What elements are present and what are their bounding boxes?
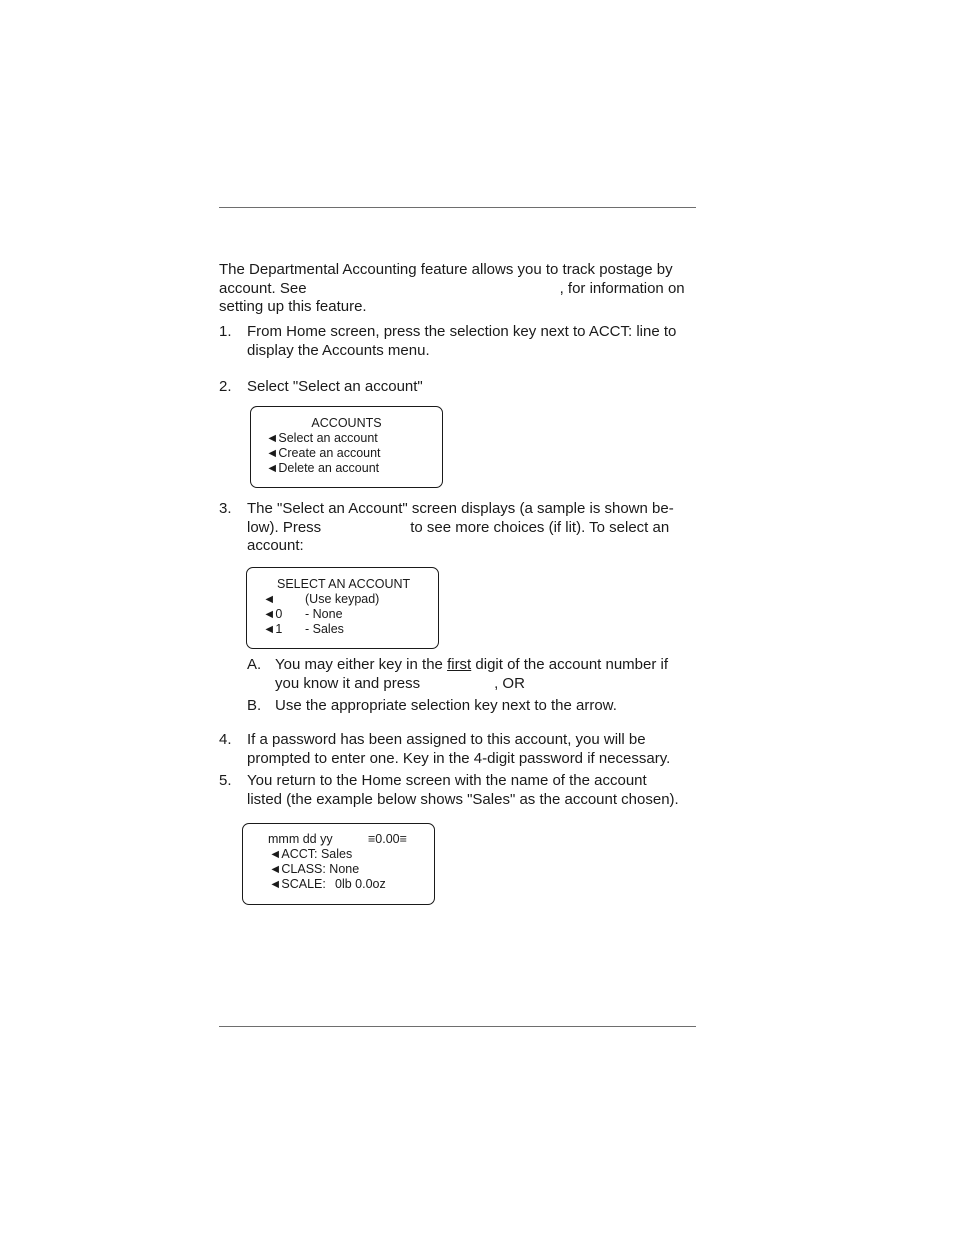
account-key[interactable]: ◄	[263, 592, 276, 606]
account-label: (Use keypad)	[305, 592, 380, 606]
lcd-title: ACCOUNTS	[311, 416, 382, 430]
home-postage-amount: ≡0.00≡	[368, 832, 407, 846]
step-text-line-start: low). Press	[247, 518, 322, 536]
substep-text: Use the appropriate selection key next to the arrow.	[275, 697, 617, 714]
substep-text: digit of the account number if	[475, 656, 669, 673]
home-date: mmm dd yy	[268, 832, 333, 846]
step-number: 1.	[219, 323, 232, 340]
substep-text: , OR	[494, 674, 525, 692]
substep-text: You may either key in the	[275, 656, 443, 673]
intro-line-3: setting up this feature.	[219, 298, 367, 315]
step-number: 4.	[219, 731, 232, 748]
intro-line-1: The Departmental Accounting feature allows you to track postage by	[219, 261, 673, 278]
home-scale-label[interactable]: ◄SCALE:	[269, 877, 326, 891]
step-text-line: The "Select an Account" screen displays (a sample is shown be-	[247, 500, 674, 517]
intro-line-2-end: , for information on	[559, 279, 685, 297]
home-class-line[interactable]: ◄CLASS: None	[269, 862, 360, 876]
lcd-home-screen	[242, 823, 435, 905]
substep-letter: A.	[247, 656, 262, 673]
step-text-line: You return to the Home screen with the name of the account	[247, 772, 647, 789]
intro-paragraph	[219, 261, 685, 317]
footer-rule	[219, 1026, 696, 1027]
account-key[interactable]: ◄1	[263, 622, 283, 636]
step-number: 5.	[219, 772, 232, 789]
intro-line-2-start: account. See	[219, 279, 307, 297]
menu-item-delete-account[interactable]: ◄Delete an account	[266, 461, 380, 475]
header-rule	[219, 207, 696, 208]
step-number: 2.	[219, 378, 232, 395]
account-label: - None	[305, 607, 343, 621]
step-text-line: Select "Select an account"	[247, 378, 423, 395]
lcd-title: SELECT AN ACCOUNT	[277, 577, 411, 591]
underlined-word: first	[447, 656, 472, 673]
step-text-line: prompted to enter one. Key in the 4-digit password if necessary.	[247, 749, 671, 767]
home-acct-line[interactable]: ◄ACCT: Sales	[269, 847, 353, 861]
step-text-line-end: to see more choices (if lit). To select an	[410, 518, 670, 536]
lcd-accounts-screen	[250, 406, 443, 488]
menu-item-select-account[interactable]: ◄Select an account	[266, 431, 378, 445]
step-text-line: If a password has been assigned to this account, you will be	[247, 731, 646, 748]
step-text-line: listed (the example below shows "Sales" as the account chosen).	[247, 790, 679, 808]
substep-letter: B.	[247, 697, 262, 714]
home-scale-value: 0lb 0.0oz	[335, 877, 386, 891]
lcd-select-account-screen	[246, 567, 439, 649]
account-label: - Sales	[305, 622, 344, 636]
substep-text: you know it and press	[275, 674, 421, 692]
step-text-line: From Home screen, press the selection key next to ACCT: line to	[247, 323, 677, 340]
step-number: 3.	[219, 500, 232, 517]
step-text-line: display the Accounts menu.	[247, 341, 430, 359]
step-text-line: account:	[247, 537, 304, 554]
menu-item-create-account[interactable]: ◄Create an account	[266, 446, 381, 460]
account-key[interactable]: ◄0	[263, 607, 283, 621]
